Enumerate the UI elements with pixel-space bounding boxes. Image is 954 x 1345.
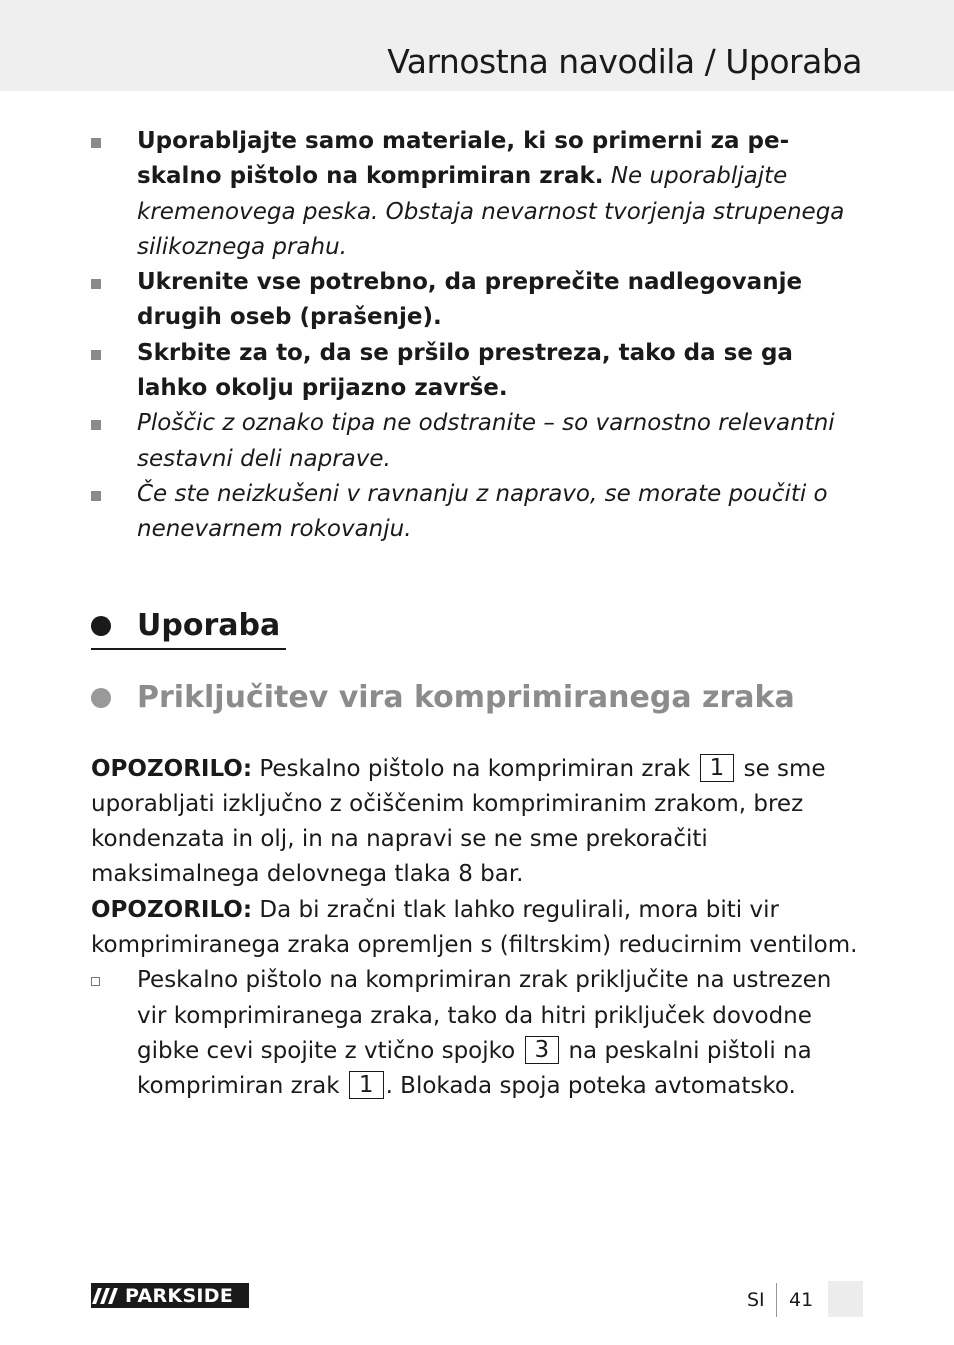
safety-item-italic: Ne uporabljajte kremenovega peska. Obstaja nevarnost tvorjenja strupenega silikoznega prahu. <box>137 163 845 260</box>
logo-stripes-icon <box>95 1288 119 1304</box>
step-text: Peskalno pištolo na komprimiran zrak priključite na ustrezen vir komprimiranega zraka, tako da hitri priključek dovodne gibke cevi spojite z vtično spojko <box>137 967 832 1064</box>
bullet-square-icon <box>91 491 101 501</box>
page-content <box>91 124 863 1105</box>
brand-logo <box>91 1283 249 1308</box>
safety-item <box>91 124 863 265</box>
safety-item <box>91 477 863 548</box>
warning-label: OPOZORILO: <box>91 896 253 923</box>
warning-paragraph <box>91 752 863 893</box>
bullet-dot-icon <box>91 616 111 636</box>
step-text: na peskalni pištoli na komprimiran zrak <box>137 1037 812 1100</box>
section-underline <box>91 648 286 650</box>
safety-item <box>91 265 863 336</box>
warning-text: se sme uporabljati izključno z očiščenim komprimiranim zrakom, brez kondenzata in olj, in na napravi se ne sme prekoračiti maksimalnega delovnega tlaka 8 bar. <box>91 755 826 888</box>
part-reference: 1 <box>700 754 735 782</box>
warning-text: Peskalno pištolo na komprimiran zrak <box>252 755 698 782</box>
footer-divider <box>776 1283 777 1317</box>
part-reference: 1 <box>349 1071 384 1099</box>
footer-tab <box>828 1281 863 1317</box>
safety-item-bold: Skrbite za to, da se pršilo prestreza, tako da se ga lahko okolju prijazno završe. <box>137 339 793 402</box>
subsection-heading <box>91 676 863 724</box>
safety-item-italic: Če ste neizkušeni v ravnanju z napravo, se morate poučiti o nenevarnem rokovanju. <box>137 480 828 543</box>
warning-text: Da bi zračni tlak lahko regulirali, mora biti vir komprimiranega zraka opremljen s (filtrskim) reducirnim ventilom. <box>91 896 858 959</box>
safety-item-bold: Ukrenite vse potrebno, da preprečite nadlegovanje drugih oseb (prašenje). <box>137 269 803 331</box>
section-title: Uporaba <box>137 607 281 643</box>
section-heading <box>91 606 863 654</box>
page-number: 41 <box>789 1289 814 1311</box>
step-text: . Blokada spoja poteka avtomatsko. <box>385 1073 796 1100</box>
safety-item-bold: Uporabljajte samo materiale, ki so primerni za peskalno pištolo na komprimiran zrak. <box>137 128 790 190</box>
subsection-title: Priključitev vira komprimiranega zraka <box>137 679 795 715</box>
bullet-dot-icon <box>91 688 111 708</box>
page-title: Varnostna navodila / Uporaba <box>387 42 862 81</box>
safety-item <box>91 336 863 407</box>
language-code: SI <box>747 1289 765 1311</box>
safety-item-italic: Ploščic z oznako tipa ne odstranite – so varnostno relevantni sestavni deli naprave. <box>137 410 835 472</box>
step-checkbox-icon <box>91 977 100 986</box>
bullet-square-icon <box>91 138 101 148</box>
warning-label: OPOZORILO: <box>91 755 253 782</box>
safety-item <box>91 406 863 477</box>
instruction-step <box>91 963 863 1104</box>
warning-paragraph <box>91 893 863 964</box>
bullet-square-icon <box>91 350 101 360</box>
part-reference: 3 <box>525 1036 560 1064</box>
brand-name: PARKSIDE <box>125 1284 234 1307</box>
bullet-square-icon <box>91 279 101 289</box>
bullet-square-icon <box>91 420 101 430</box>
